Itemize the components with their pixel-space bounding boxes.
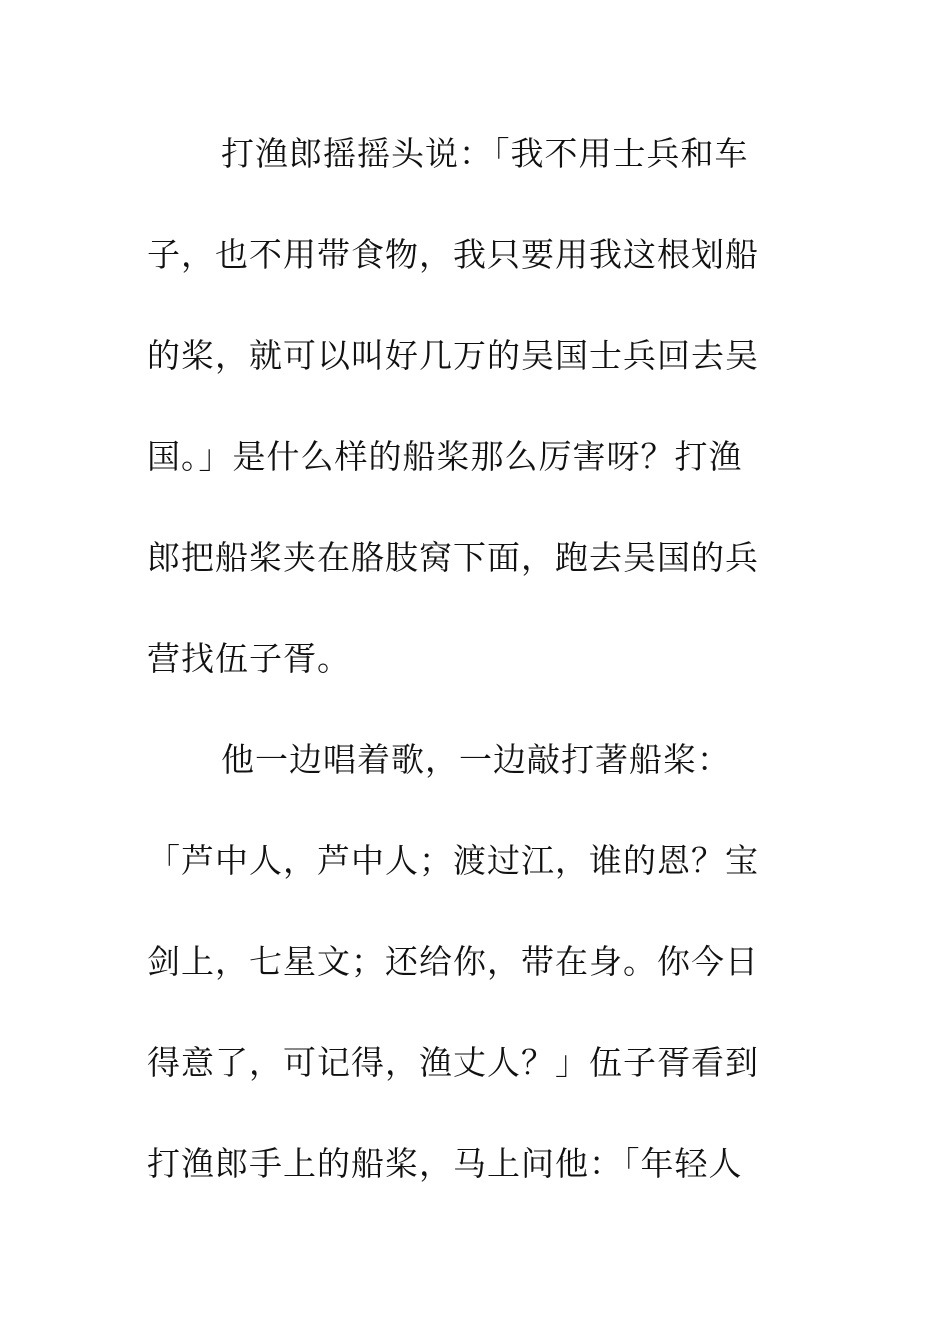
text-line: 打渔郎手上的船桨，马上问他：「年轻人 (147, 1144, 743, 1183)
text-line: 郎把船桨夹在胳肢窝下面，跑去吴国的兵 (147, 538, 759, 577)
text-line: 打渔郎摇摇头说：「我不用士兵和车 (221, 134, 749, 173)
text-line: 国。」是什么样的船桨那么厉害呀？打渔 (147, 437, 743, 476)
text-line: 子，也不用带食物，我只要用我这根划船 (147, 235, 759, 274)
text-line: 的桨，就可以叫好几万的吴国士兵回去吴 (147, 336, 759, 375)
text-line: 剑上，七星文；还给你，带在身。你今日 (147, 942, 759, 981)
text-line: 「芦中人，芦中人；渡过江，谁的恩？宝 (147, 841, 759, 880)
text-line: 他一边唱着歌，一边敲打著船桨： (221, 740, 731, 779)
text-line: 营找伍子胥。 (147, 639, 351, 678)
text-line: 得意了，可记得，渔丈人？」伍子胥看到 (147, 1043, 759, 1082)
story-text (147, 120, 807, 1231)
